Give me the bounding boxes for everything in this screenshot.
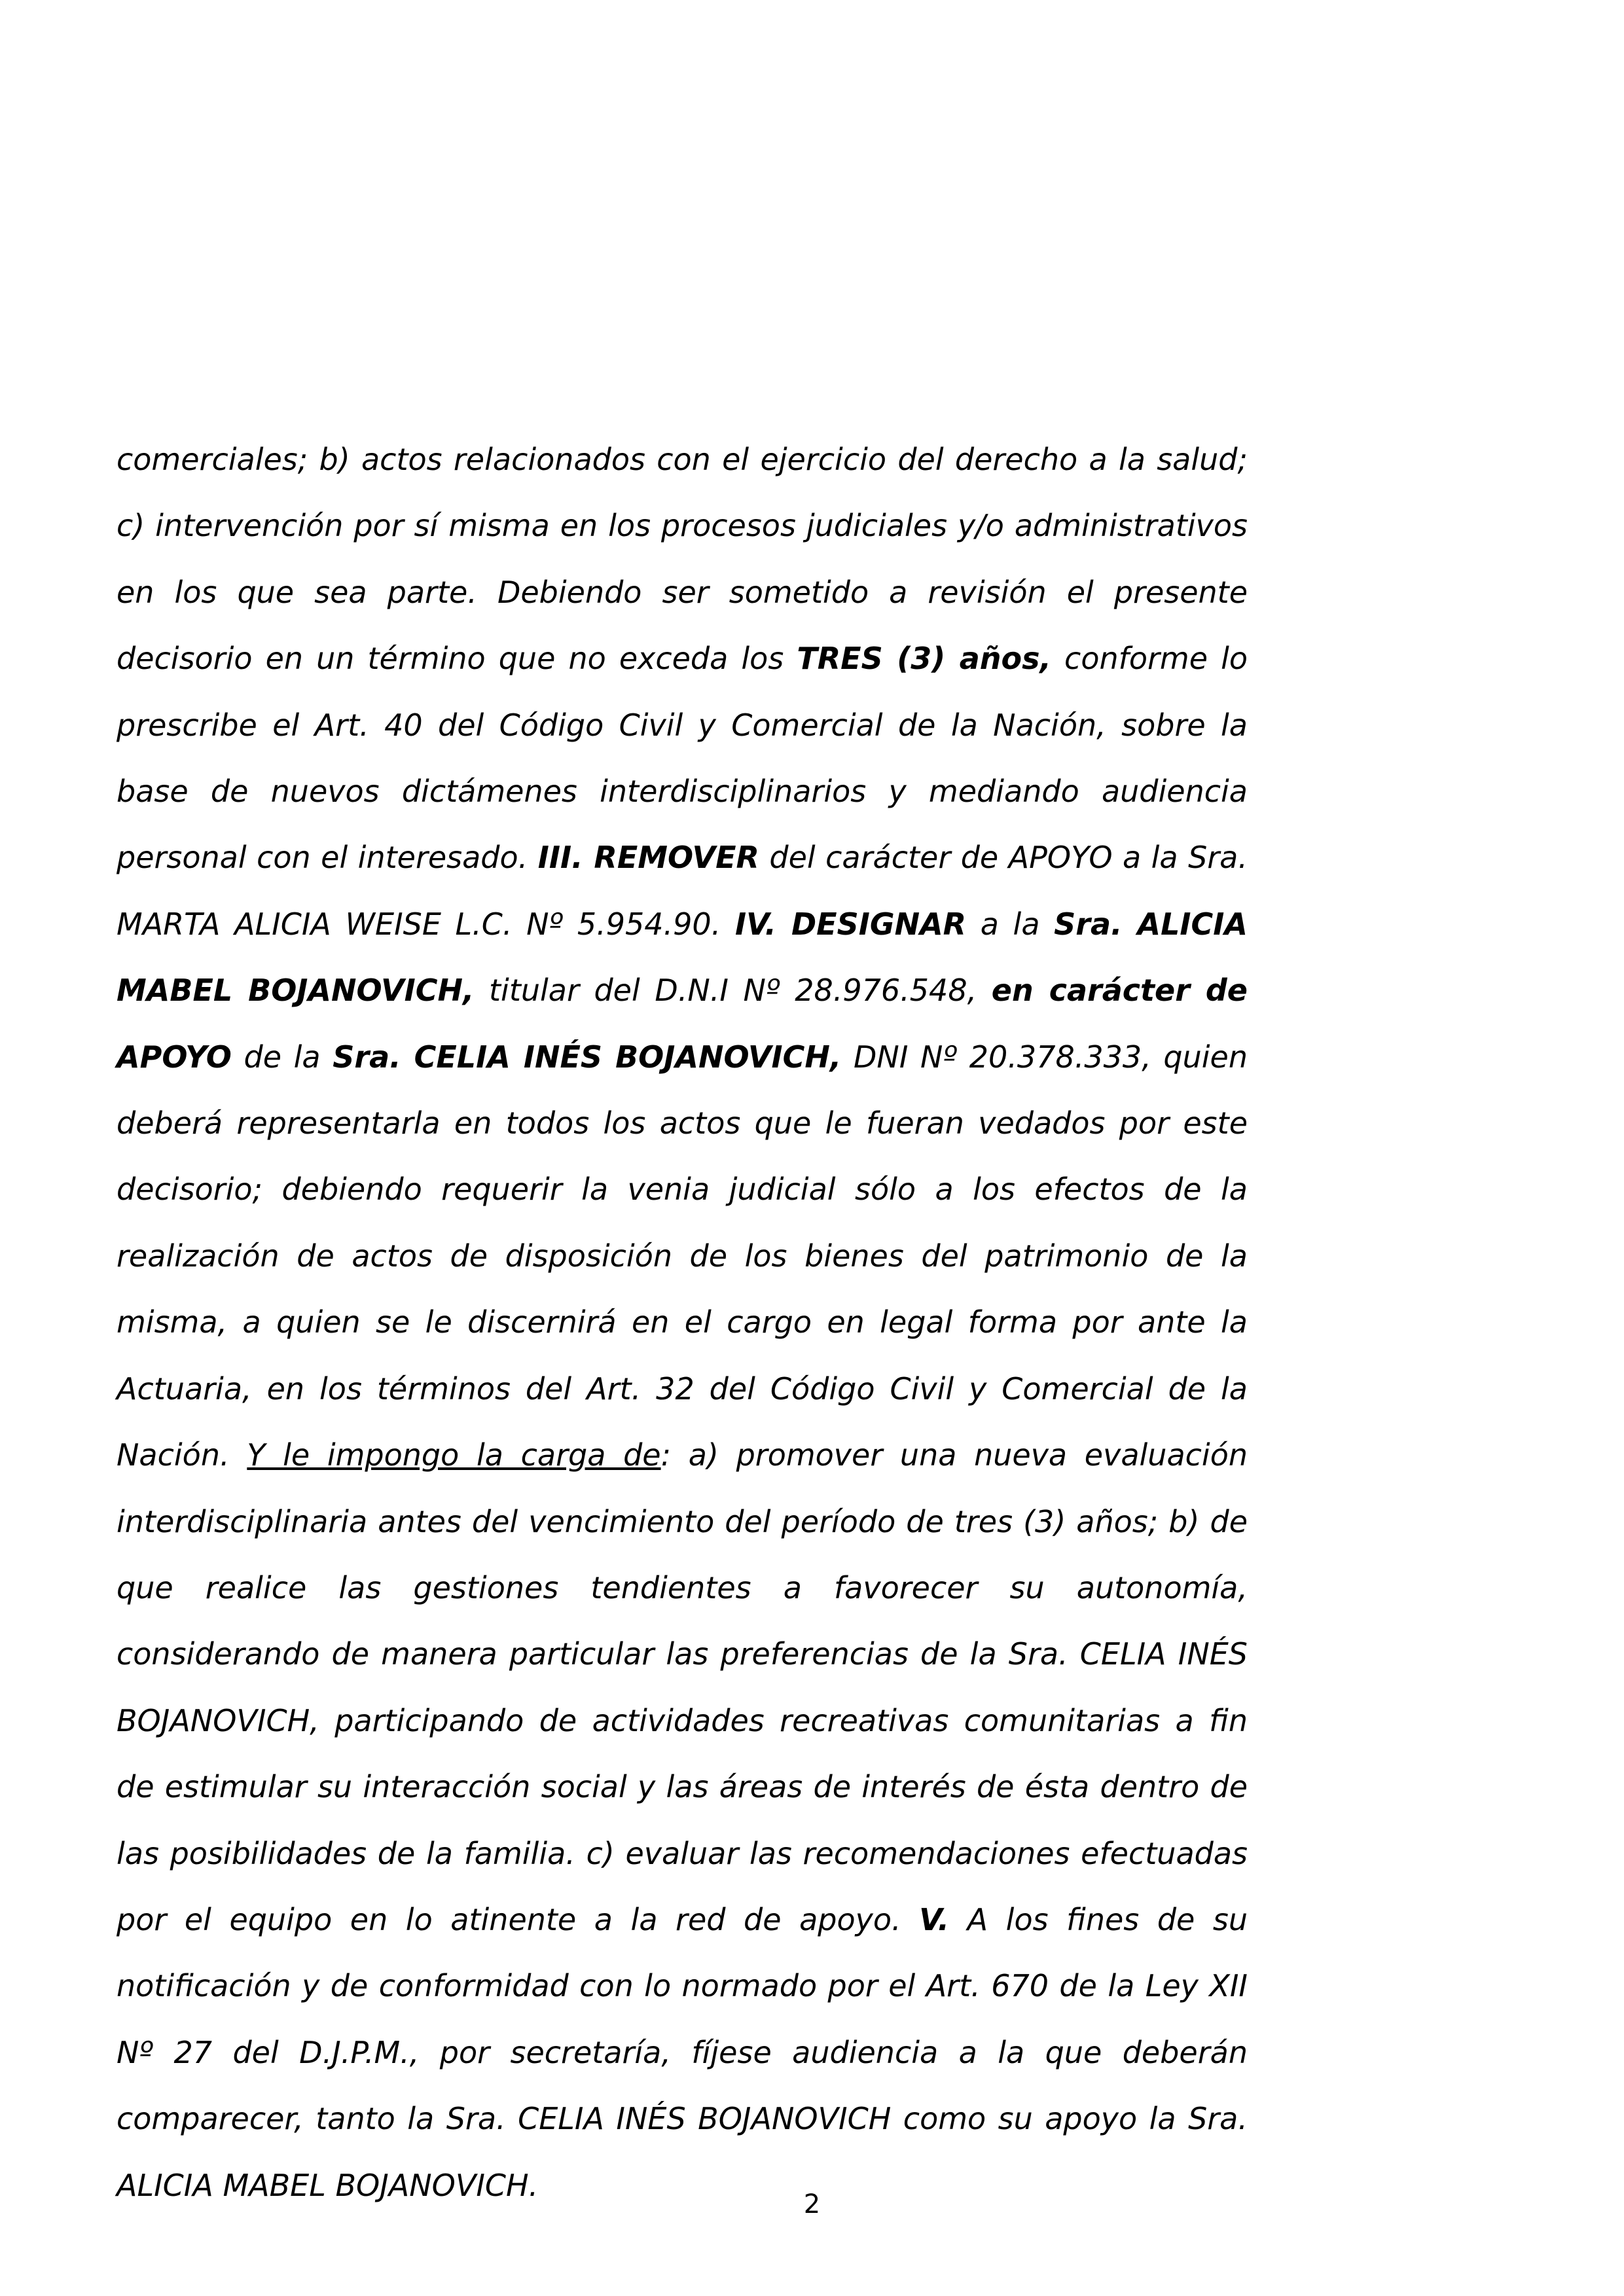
bold-text-person-name: Sra. CELIA INÉS BOJANOVICH, bbox=[333, 1039, 842, 1075]
bold-text-apoyo-name: Sra. ALICIA MABEL BOJANOVICH, bbox=[117, 906, 1248, 1009]
body-paragraph bbox=[117, 427, 1248, 2219]
bold-text-remover: III. REMOVER bbox=[537, 840, 759, 876]
text-run: comerciales; b) actos relacionados con el ejercicio del derecho a la salud; c) intervención por sí misma en los procesos judiciales y/o administrativos en los que sea parte. Debiendo ser sometido a revisión el presente decisorio en un término que no exceda los bbox=[117, 442, 1248, 677]
text-run: del carácter de APOYO a la Sra. MARTA ALICIA WEISE L.C. Nº 5.954.90. bbox=[117, 840, 1248, 942]
bold-text-tres-anos: TRES (3) años, bbox=[797, 641, 1051, 677]
text-run: : a) promover una nueva evaluación interdisciplinaria antes del vencimiento del período de tres (3) años; b) de que realice las gestiones tendientes a favorecer su autonomía, considerando de manera particular las preferencias de la Sra. CELIA INÉS BOJANOVICH, participando de actividades recreativas comunitarias a fin de estimular su interacción social y las áreas de interés de ésta dentro de las posibilidades de la familia. c) evaluar las recomendaciones efectuadas por el equipo en lo atinente a la red de apoyo. bbox=[117, 1437, 1248, 1937]
underlined-text-carga: Y le impongo la carga de bbox=[247, 1437, 661, 1473]
bold-text-designar: IV. DESIGNAR bbox=[734, 906, 967, 942]
bold-text-caracter-apoyo: en carácter de APOYO bbox=[117, 973, 1248, 1075]
text-run: A los fines de su notificación y de conformidad con lo normado por el Art. 670 de la Ley XII Nº 27 del D.J.P.M., por secretaría, fíjese audiencia a la que deberán comparecer, tanto la Sra. CELIA INÉS BOJANOVICH como su apoyo la Sra. ALICIA MABEL BOJANOVICH. bbox=[117, 1901, 1248, 2203]
text-run: DNI Nº 20.378.333, quien deberá representarla en todos los actos que le fueran vedados por este decisorio; debiendo requerir la venia judicial sólo a los efectos de la realización de actos de disposición de los bienes del patrimonio de la misma, a quien se le discernirá en el cargo en legal forma por ante la Actuaria, en los términos del Art. 32 del Código Civil y Comercial de la Nación. bbox=[117, 1039, 1248, 1473]
bold-text-section-v: V. bbox=[919, 1901, 950, 1937]
page-number: 2 bbox=[803, 2189, 821, 2219]
text-run: a la bbox=[966, 906, 1055, 942]
text-run: titular del D.N.I Nº 28.976.548, bbox=[474, 973, 992, 1009]
text-run: de la bbox=[231, 1039, 333, 1075]
text-run: conforme lo prescribe el Art. 40 del Código Civil y Comercial de la Nación, sobre la base de nuevos dictámenes interdisciplinarios y mediando audiencia personal con el interesado. bbox=[117, 641, 1248, 876]
